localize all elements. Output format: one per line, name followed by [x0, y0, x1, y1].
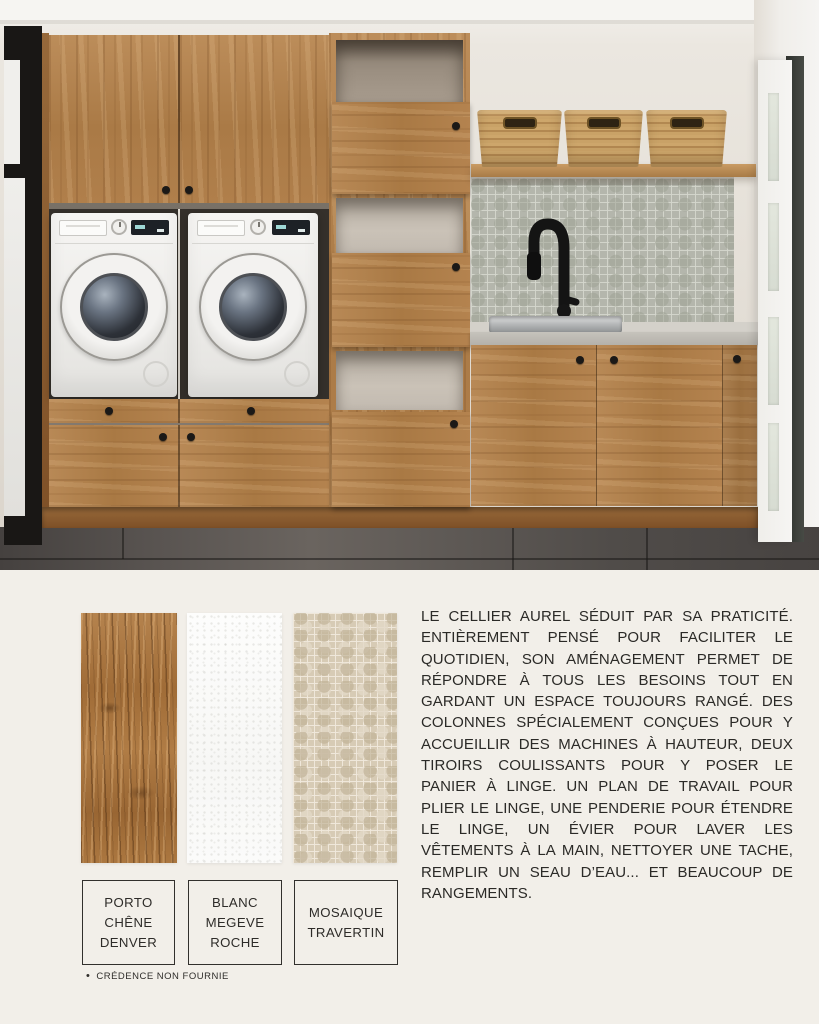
label-line: CHÊNE: [104, 914, 153, 930]
open-white-door: [758, 60, 792, 542]
washing-machine-right: [188, 213, 318, 397]
washer-detergent-drawer: [197, 220, 245, 236]
base-cabinet-door-3: [723, 345, 757, 506]
washer-door-glass: [80, 273, 148, 341]
basket-handle: [503, 117, 537, 129]
middle-column-door-1: [332, 102, 470, 194]
bullet-icon: •: [86, 970, 91, 982]
lower-cabinet-door-right: [180, 425, 331, 507]
mosaic-backsplash: [471, 178, 734, 327]
middle-column-door-2: [332, 253, 470, 347]
door-glass-pane: [768, 317, 779, 405]
base-cabinet-door-2: [597, 345, 724, 506]
cabinet-knob: [576, 356, 584, 364]
washer-dial: [250, 219, 266, 235]
washer-display: [272, 220, 310, 235]
upper-cabinet-door-left: [49, 35, 180, 203]
washer-detergent-drawer: [59, 220, 107, 236]
wicker-basket-3: [646, 110, 727, 167]
display-segment: [157, 229, 164, 232]
open-cubby-middle: [336, 198, 463, 253]
washer-door-glass: [219, 273, 287, 341]
basket-handle: [587, 117, 621, 129]
basket-handle: [670, 117, 704, 129]
ceiling: [0, 0, 819, 20]
washer-filter-hatch: [143, 361, 169, 387]
cabinet-knob: [452, 122, 460, 130]
middle-column-door-3: [332, 412, 470, 507]
display-segment: [298, 229, 305, 232]
cabinet-knob: [733, 355, 741, 363]
cabinet-side-panel: [42, 33, 49, 528]
drawer-knob: [105, 407, 113, 415]
floor-grout-line: [512, 527, 514, 570]
washer-dial: [111, 219, 127, 235]
door-glass-pane: [768, 203, 779, 291]
display-segment: [276, 225, 286, 229]
label-line: MOSAIQUE: [308, 904, 384, 920]
display-segment: [135, 225, 145, 229]
laundry-basket-drawer-right: [180, 399, 331, 423]
product-description: LE CELLIER AUREL SÉDUIT PAR SA PRATICITÉ. ENTIÈREMENT PENSÉ POUR FACILITER LE QUOTIDIEN, SON AMÉNAGEMENT PERMET DE RÉPONDRE À TOUS LES BESOINS TOUT EN GARDANT UN ESPACE TOUJOURS RANGÉ. DES COLONNES SPÉCIALEMENT CONÇUES POUR Y ACCUEILLIR DES MACHINES À HAUTEUR, DEUX TIROIRS COULISSANTS POUR Y POSER LE PANIER À LINGE. UN PLAN DE TRAVAIL POUR PLIER LE LINGE, UNE PENDERIE POUR ÉTENDRE LE LINGE, UN ÉVIER POUR LAVER LES VÊTEMENTS À LA MAIN, NETTOYER UNE TACHE, REMPLIR UN SEAU D’EAU... ET BEAUCOUP DE RANGEMENTS.: [421, 608, 793, 902]
cabinet-knob: [452, 263, 460, 271]
left-window-pane: [4, 60, 20, 164]
left-window-frame: [4, 26, 42, 545]
cabinet-plinth: [42, 507, 758, 528]
label-line: TRAVERTIN: [307, 924, 385, 940]
label-line: BLANC: [212, 894, 258, 910]
washer-panel-seam: [55, 243, 173, 244]
left-window-pane: [4, 178, 25, 516]
floor-grout-line: [122, 527, 124, 559]
washer-filter-hatch: [284, 361, 310, 387]
stainless-sink: [489, 316, 622, 333]
cabinet-knob: [187, 433, 195, 441]
shelf-shadow: [471, 177, 734, 185]
material-label-porto-chene-denver: [82, 880, 175, 965]
door-glass-pane: [768, 423, 779, 511]
material-swatch-wood: [81, 613, 177, 863]
cabinet-knob: [162, 186, 170, 194]
label-line: PORTO: [104, 894, 153, 910]
cabinet-knob: [159, 433, 167, 441]
label-line: MEGEVE: [205, 914, 265, 930]
countertop-edge: [470, 332, 758, 345]
open-cubby-bottom: [336, 351, 463, 410]
material-swatch-mosaic: [293, 613, 397, 863]
wicker-basket-1: [477, 110, 562, 167]
door-glass-pane: [768, 93, 779, 181]
floor-grout-line: [646, 527, 648, 570]
material-swatch-white: [187, 613, 282, 863]
cabinet-knob: [610, 356, 618, 364]
label-line: ROCHE: [210, 934, 260, 950]
material-label-blanc-megeve-roche: [188, 880, 282, 965]
washing-machine-left: [51, 213, 177, 397]
washer-display: [131, 220, 169, 235]
label-line: DENVER: [99, 934, 158, 950]
drawer-knob: [247, 407, 255, 415]
ceiling-shadow: [0, 20, 819, 24]
credence-note: [86, 971, 229, 982]
credence-note-text: CRÉDENCE NON FOURNIE: [96, 971, 229, 982]
laundry-basket-drawer-left: [49, 399, 180, 423]
upper-cabinet-door-right: [180, 35, 331, 203]
open-cubby-top: [336, 40, 463, 102]
black-faucet: [524, 198, 594, 330]
cabinet-knob: [185, 186, 193, 194]
wicker-basket-2: [564, 110, 643, 167]
base-cabinet-door-1: [471, 345, 598, 506]
washer-panel-seam: [192, 243, 314, 244]
material-label-mosaique-travertin: [294, 880, 398, 965]
cabinet-knob: [450, 420, 458, 428]
